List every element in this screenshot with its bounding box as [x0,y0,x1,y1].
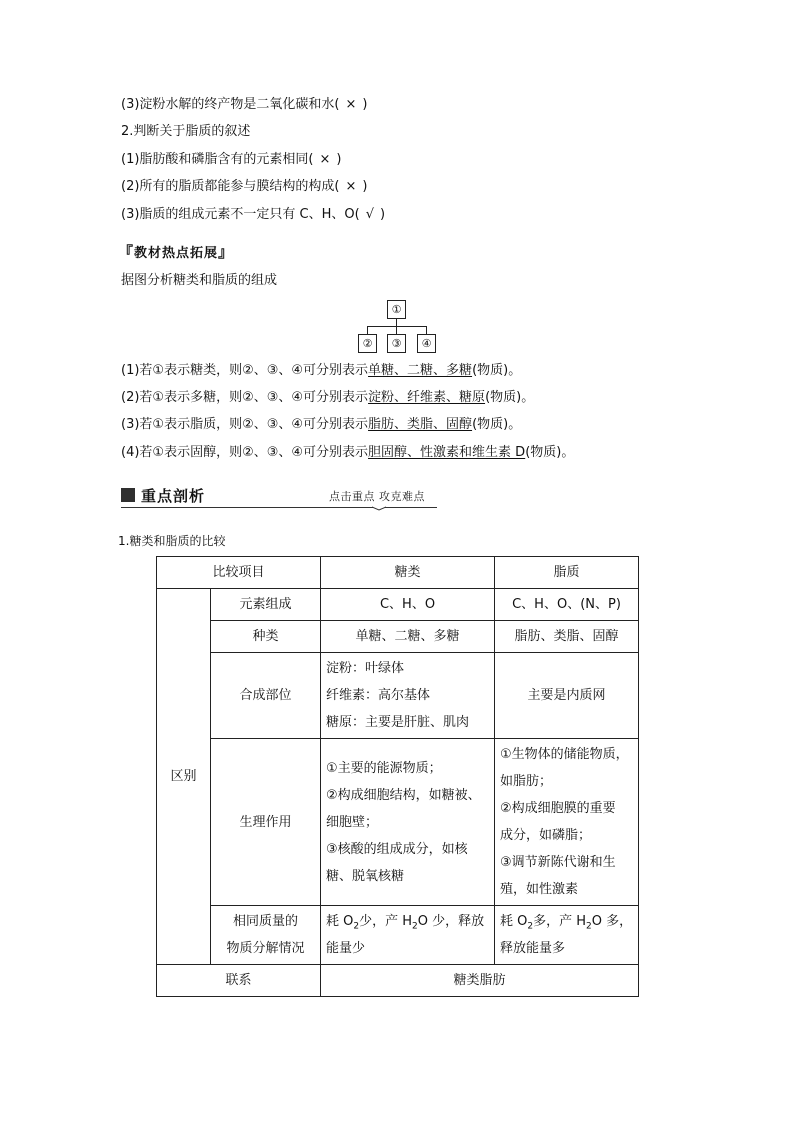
item-text: (1)若①表示糖类，则②、③、④可分别表示 [121,363,369,378]
analysis-item-2 [121,389,534,407]
cell-line: 细胞壁； [326,814,379,830]
cell-line: ②构成细胞膜的重要 [500,801,616,816]
cell-line: 糖原：主要是肝脏、肌肉 [326,715,470,730]
row-label: 生理作用 [211,739,321,906]
cell-lipid [495,906,639,965]
cell-lipid [495,739,639,906]
rule-notch-icon [372,503,386,511]
extension-intro: 据图分析糖类和脂质的组成 [121,273,278,288]
subscript: 2 [527,921,534,932]
analysis-item-4 [121,444,574,462]
table-row [157,653,639,739]
section-square-icon [121,488,135,502]
header-lipid: 脂质 [495,557,639,589]
cell-line: ③核酸的组成成分，如核 [326,841,468,857]
table-row [157,965,639,997]
wrong-mark: × [345,97,357,112]
judgment-line-3 [121,178,367,196]
item-suffix: (物质)。 [485,390,535,405]
cell-sugar [321,906,495,965]
item-suffix: (物质)。 [472,417,522,432]
section-rule [121,507,437,508]
cell-lipid: 主要是内质网 [495,653,639,739]
comparison-table [156,556,639,997]
judgment-text: (2)所有的脂质都能参与膜结构的构成( [121,179,340,194]
cell-lipid: C、H、O、(N、P) [495,589,639,621]
table-row [157,906,639,965]
text-part: 少，产 H [359,914,413,929]
judgment-heading [121,123,250,141]
cell-line: 物质分解情况 [226,941,305,956]
group-label: 区别 [157,589,211,965]
table-header-row [157,557,639,589]
paren-close: ) [380,207,386,222]
paren-close: ) [362,97,368,112]
right-mark: √ [365,207,375,222]
cell-line: ①主要的能源物质； [326,760,442,776]
analysis-item-1 [121,362,521,380]
cell-line: ①生物体的储能物质， [500,747,629,762]
left-bracket-icon: 『 [118,243,135,261]
cell-line: 糖、脱氧核糖 [326,868,405,884]
cell-line [500,908,633,935]
diagram-node-child: ② [358,334,377,353]
diagram-node-child: ③ [387,334,406,353]
diagram-node-top: ① [387,300,406,319]
diagram-connector [396,326,397,334]
item-answer: 胆固醇、性激素和维生素 D [368,445,526,460]
judgment-text: (3)淀粉水解的终产物是二氧化碳和水( [121,97,340,112]
text-part: 多，产 H [533,914,587,929]
right-bracket-icon: 』 [218,243,235,261]
subscript: 2 [586,921,592,932]
cell-line: 淀粉：叶绿体 [326,661,405,676]
text-part: 耗 O [326,914,354,929]
header-sugar: 糖类 [321,557,495,589]
cell-line: 释放能量多 [500,941,566,956]
item-answer: 单糖、二糖、多糖 [368,363,473,378]
judgment-line-1 [121,96,367,114]
cell-line: ②构成细胞结构，如糖被、 [326,787,481,803]
judgment-heading-text: 2.判断关于脂质的叙述 [121,124,251,139]
cell-sugar: C、H、O [321,589,495,621]
diagram-connector [426,326,427,334]
cell-sugar [321,739,495,906]
cell-line: 成分，如磷脂； [500,828,592,843]
text-part: O 多， [591,914,633,929]
cell-line: 纤维素：高尔基体 [326,688,431,703]
item-answer: 脂肪、类脂、固醇 [368,417,473,432]
relation-cell: 糖类脂肪 [321,965,639,997]
cell-lipid: 脂肪、类脂、固醇 [495,621,639,653]
judgment-text: (3)脂质的组成元素不一定只有 C、H、O( [121,207,360,222]
table-row [157,589,639,621]
subsection-heading: 1.糖类和脂质的比较 [118,534,226,548]
row-label: 种类 [211,621,321,653]
text-part: O 少，释放 [417,914,485,929]
cell-sugar: 单糖、二糖、多糖 [321,621,495,653]
diagram-connector [396,318,397,326]
wrong-mark: × [319,152,331,167]
paren-close: ) [362,179,368,194]
row-label: 联系 [157,965,321,997]
section-title: 重点剖析 [141,487,206,505]
item-text: (3)若①表示脂质，则②、③、④可分别表示 [121,417,369,432]
cell-line [326,908,489,935]
cell-line: 殖，如性激素 [500,882,579,897]
cell-line: 如脂肪； [500,774,553,789]
paren-close: ) [336,152,342,167]
subscript: 2 [353,921,360,932]
cell-line: 相同质量的 [233,914,299,929]
judgment-line-4 [121,206,385,224]
table-row [157,739,639,906]
diagram-node-child: ④ [417,334,436,353]
analysis-item-3 [121,416,521,434]
item-answer: 淀粉、纤维素、糖原 [368,390,486,405]
row-label: 元素组成 [211,589,321,621]
row-label [211,906,321,965]
cell-sugar [321,653,495,739]
extension-tag [118,241,234,262]
item-suffix: (物质)。 [525,445,575,460]
section-slogan: 点击重点 攻克难点 [329,490,425,503]
cell-line: 能量少 [326,941,366,956]
cell-line: ③调节新陈代谢和生 [500,855,616,870]
row-label: 合成部位 [211,653,321,739]
header-item: 比较项目 [157,557,321,589]
item-suffix: (物质)。 [472,363,522,378]
item-text: (2)若①表示多糖，则②、③、④可分别表示 [121,390,369,405]
judgment-text: (1)脂肪酸和磷脂含有的元素相同( [121,152,314,167]
table-row [157,621,639,653]
judgment-line-2 [121,151,341,169]
subscript: 2 [412,921,418,932]
item-text: (4)若①表示固醇，则②、③、④可分别表示 [121,445,369,460]
extension-tag-label: 教材热点拓展 [134,246,219,261]
diagram-connector [367,326,368,334]
text-part: 耗 O [500,914,528,929]
diagram-connector [367,326,427,327]
wrong-mark: × [345,179,357,194]
